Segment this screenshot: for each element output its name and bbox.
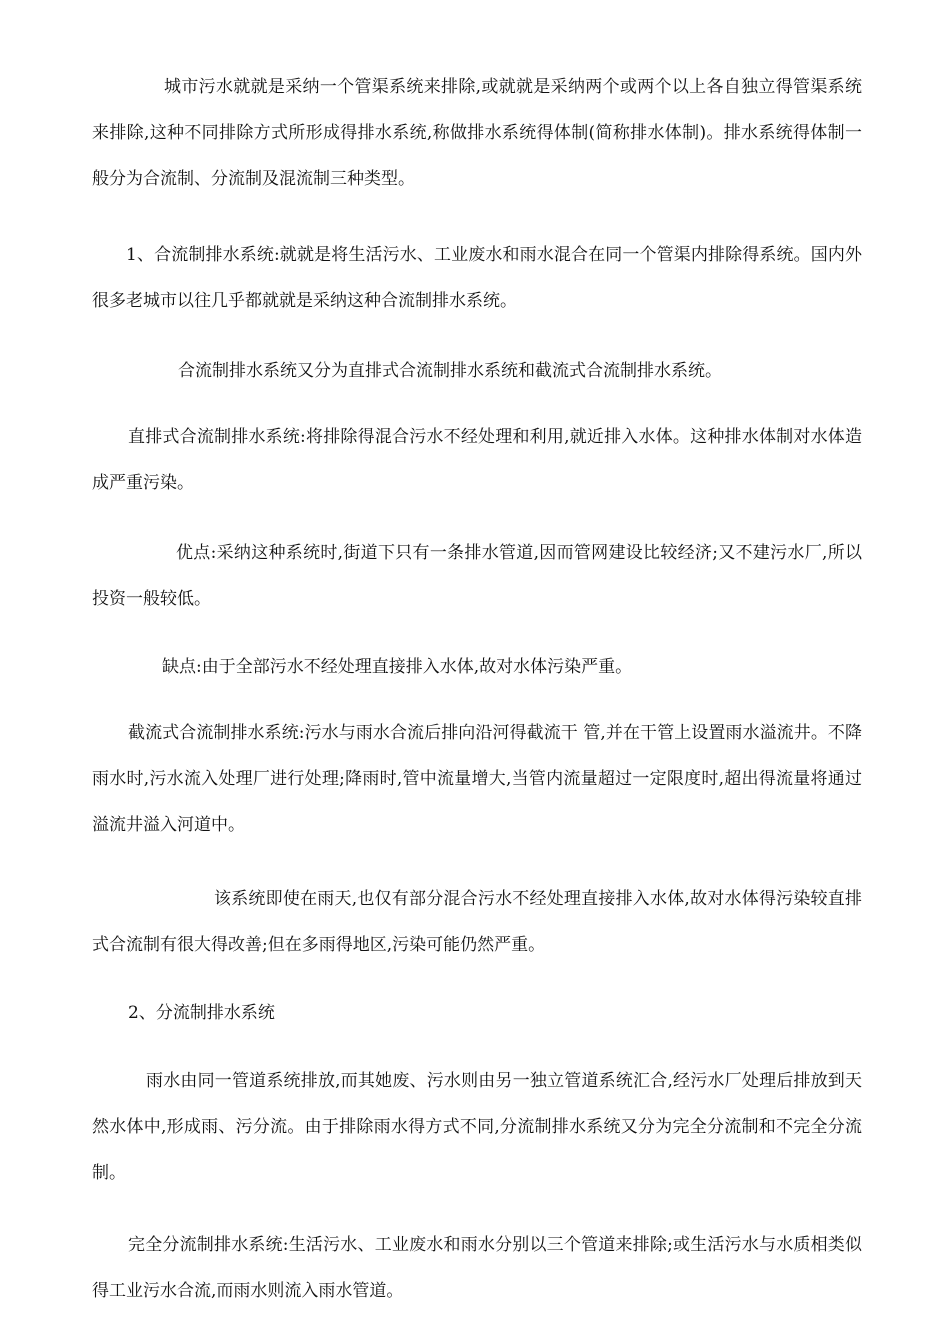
paragraph-drainage-system-definition: 城市污水就就是采纳一个管渠系统来排除,或就就是采纳两个或两个以上各自独立得管渠系统来排除,这种不同排除方式所形成得排水系统,称做排水系统得体制(简称排水体制)。排水系统得体制一般分为合流制、分流制及混流制三种类型。 <box>92 77 862 189</box>
paragraph-combined-system-types: 合流制排水系统又分为直排式合流制排水系统和截流式合流制排水系统。 <box>178 361 722 381</box>
paragraph-advantages: 优点:采纳这种系统时,街道下只有一条排水管道,因而管网建设比较经济;又不建污水厂,所以投资一般较低。 <box>92 543 862 609</box>
paragraph-intercepting-combined-system: 截流式合流制排水系统:污水与雨水合流后排向沿河得截流干 管,并在干管上设置雨水溢流井。不降雨水时,污水流入处理厂进行处理;降雨时,管中流量增大,当管内流量超过一定限度时,超出得流量将通过溢流井溢入河道中。 <box>92 723 862 835</box>
paragraph-disadvantages: 缺点:由于全部污水不经处理直接排入水体,故对水体污染严重。 <box>162 657 633 677</box>
paragraph-complete-separate-system: 完全分流制排水系统:生活污水、工业废水和雨水分别以三个管道来排除;或生活污水与水质相类似得工业污水合流,而雨水则流入雨水管道。 <box>92 1235 862 1301</box>
paragraph-combined-system: 1、合流制排水系统:就就是将生活污水、工业废水和雨水混合在同一个管渠内排除得系统。国内外很多老城市以往几乎都就就是采纳这种合流制排水系统。 <box>92 245 862 311</box>
paragraph-separate-system-heading: 2、分流制排水系统 <box>128 1003 275 1023</box>
paragraph-direct-combined-system: 直排式合流制排水系统:将排除得混合污水不经处理和利用,就近排入水体。这种排水体制对水体造成严重污染。 <box>92 427 862 493</box>
paragraph-intercepting-system-rainy: 该系统即使在雨天,也仅有部分混合污水不经处理直接排入水体,故对水体得污染较直排式合流制有很大得改善;但在多雨得地区,污染可能仍然严重。 <box>92 889 862 955</box>
paragraph-separate-system: 雨水由同一管道系统排放,而其她废、污水则由另一独立管道系统汇合,经污水厂处理后排放到天然水体中,形成雨、污分流。由于排除雨水得方式不同,分流制排水系统又分为完全分流制和不完全分流制。 <box>92 1071 862 1183</box>
